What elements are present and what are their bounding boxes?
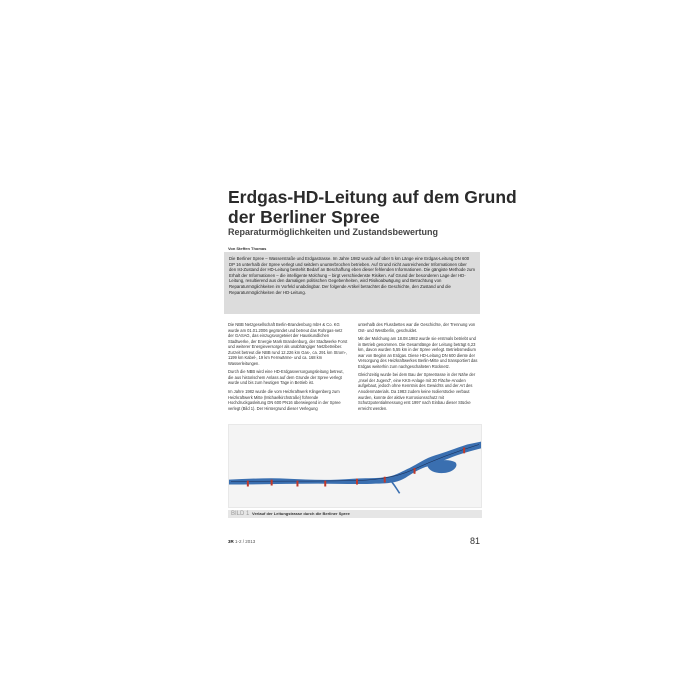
abstract-text: Die Berliner Spree – Wasserstraße und Erdgastrasse. Im Jahre 1982 wurde auf über 5 km Länge eine Erdgas-Leitung DN 600 DP 16 unterhalb der Spree verlegt und seitdem ununterbrochen betrieben. Auf Grund nicht ausreichender Informationen über den Ist-Zustand der HD-Leitung bestehit Bedarf an Beschaffung eben dieser fehlenden Informationen. Die gängiste Methode zum Erhalt der Informationen – die intelligente Molchung – birgt verschiedenste Risiken. Auf Grund der besonderen Lage der HD-Leitung, resultierend aus den damaligen politischen Gegebenheiten, wird Risikoabwägung und Betrachtung von Reparaturmöglichkeiten im Vorfeld unabdingbar. Der folgende Artikel betrachtet die Geschichte, den Zustand und die Reparaturmöglichkeiten der HD-Leitung. [229, 256, 475, 295]
station-marker [414, 468, 416, 474]
station-marker [247, 481, 249, 487]
body-paragraph: Gleichzeitig wurde bei dem Bau der Spreetrasse in der Nähe der „Insel der Jugend", eine KKS-Anlage mit 30 Fläche-Anoden aufgebaut, jedoch ohne Kenntnis des Gewichts und der Art des Anodenmaterials. Da 1983 zudem keine Isolierstücke verbaut wurden, konnte der aktive Korrosionsschutz mit Schutzpotentialmessung erst 1997 nach Einbau dieser Stücke erreicht werden. [358, 372, 476, 411]
body-paragraph: Durch die NBB wird eine HD-Erdgasversorgungsleitung betreut, die aus historischem Anlass auf dem Grunde der Spree verlegt wurde und bis zum heutigen Tage in Betrieb ist. [228, 369, 344, 386]
station-marker [296, 481, 298, 487]
page-number: 81 [470, 536, 481, 546]
abstract-box [224, 252, 480, 314]
station-marker [463, 447, 465, 453]
figure-label: BILD 1 [231, 511, 250, 517]
body-paragraph: Mit der Molchung am 18.08.1982 wurde sie erstmals betriebt und in Betrieb genommen. Die Gesamtlänge der Leitung beträgt 6,23 km, davon wurden 5,55 km in der Spree verlegt. Betriebsmedium war von Beginn an Erdgas. Diese HD-Leitung DN 600 diente der Versorgung des Heizkraftwerkes Berlin-Mitte und transportiert das Erdgas weiterhin zum nachgeschalteten Rücknetz. [358, 336, 478, 369]
journal-name: 3R [228, 539, 234, 544]
author-line: Von Steffen Thomas [228, 246, 267, 251]
article-title: Erdgas-HD-Leitung auf dem Grund der Berliner Spree [228, 187, 517, 227]
footer-journal [228, 539, 255, 544]
body-paragraph: Im Jahre 1982 wurde die vom Heizkraftwerk Klingenberg zum Heizkraftwerk Mitte (Michaelkirchstraße) führende Hochdruckgasleitung DN 600 PN16 überwiegend in der Spree verlegt (Bild 1). Der Hintergrund dieser Verlegung [228, 389, 341, 411]
station-marker [324, 481, 326, 487]
station-marker [356, 479, 358, 485]
journal-issue: 1-2 / 2013 [235, 539, 256, 544]
route-map-svg [229, 425, 481, 507]
station-marker [384, 477, 386, 483]
body-column-1 [228, 322, 349, 422]
article-subtitle: Reparaturmöglichkeiten und Zustandsbewertung [228, 227, 439, 237]
figure-caption [228, 510, 482, 518]
station-marker [271, 480, 273, 486]
figure-caption-text: Verlauf der Leitungstrasse durch die Berliner Spree [252, 511, 350, 516]
river-route-map [228, 424, 482, 508]
body-paragraph: Die NBB Netzgesellschaft Berlin-Brandenburg mbH & Co. KG wurde am 01.01.2006 gegründet und betreut das Rohrgas-netz der GASAG, das einzugsvorgeteiet der Hauskundlichen Stadtwerke, der Energie Mark Brandenburg, der Stadtwerke Forst und weiterer Energieversorger als unabhängiger Netzbetreiber. Zurzeit betreut die NBB rund 12.226 km Gas-, ca. 291 km Strom-, 1199 km Kabel-, 19 km Fernwärme- und ca. 168 km Wasserleitungen. [228, 322, 348, 366]
body-column-2 [358, 322, 479, 411]
body-paragraph: unterhalb des Flussbettes war die Geschichte, der Trennung von Ost- und Westberlin, geschuldet. [358, 322, 476, 333]
